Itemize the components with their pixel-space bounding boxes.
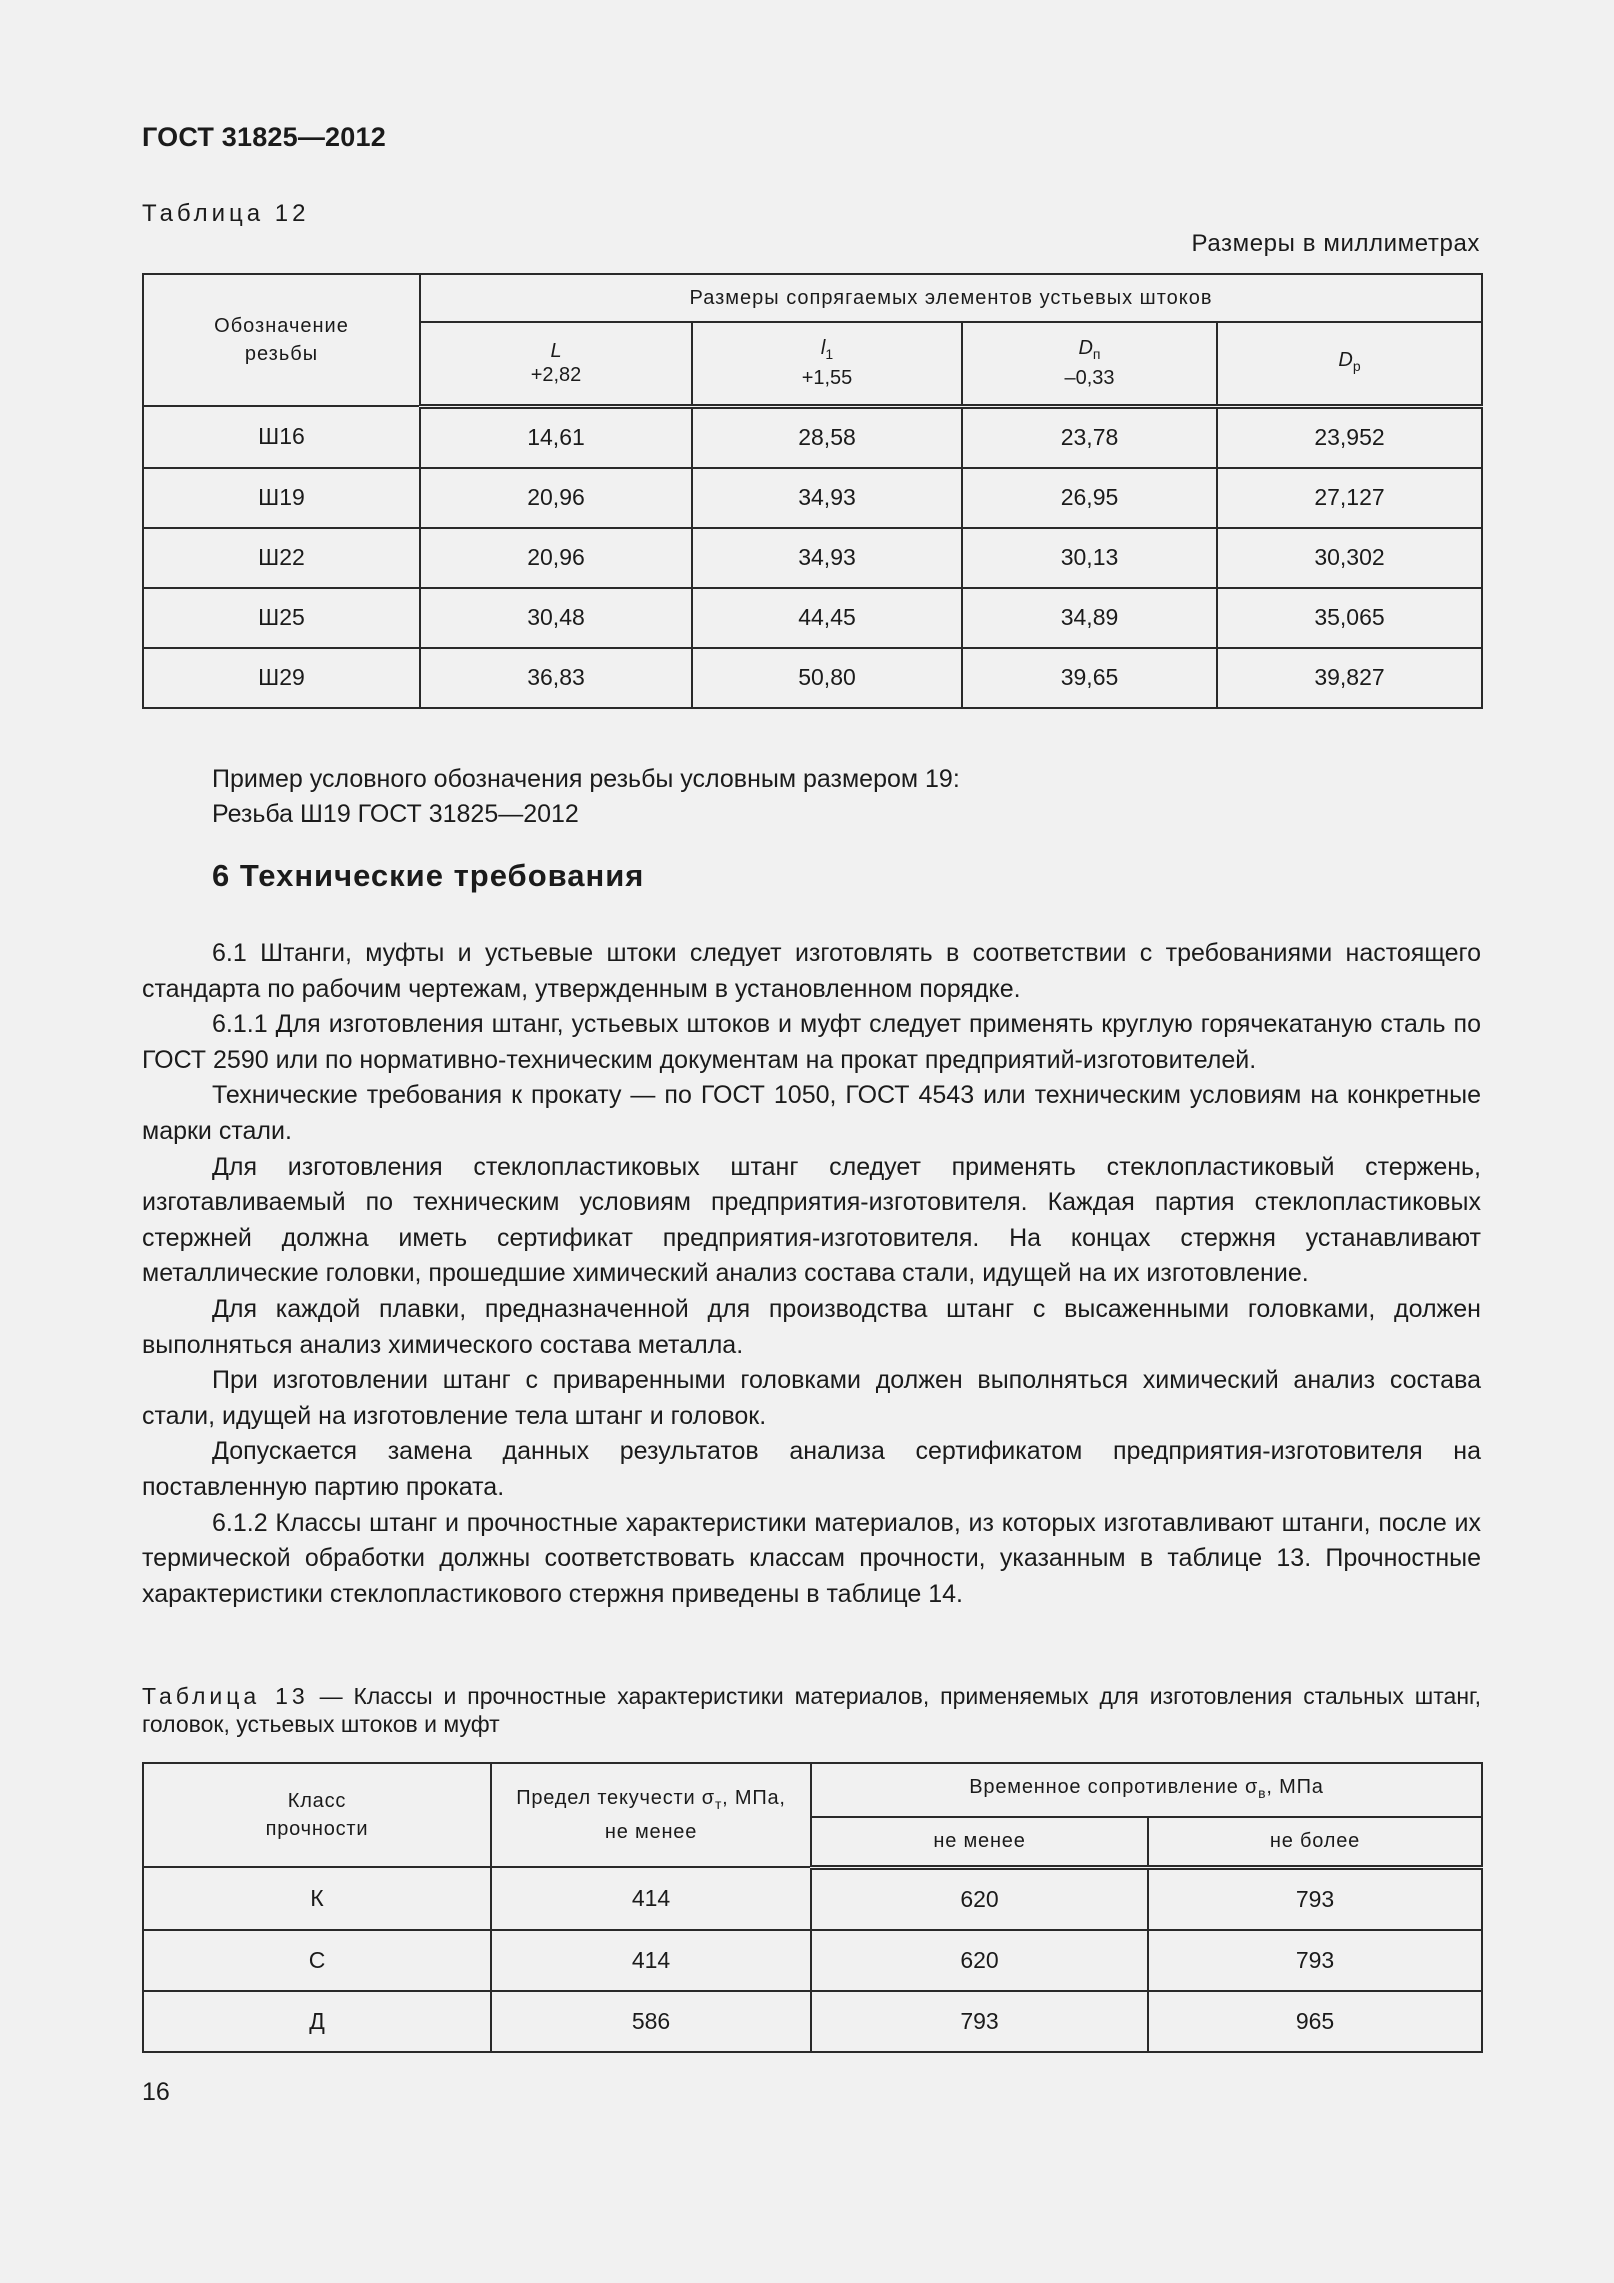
table-row: Д 586 793 965: [143, 1991, 1482, 2052]
section-body: [142, 936, 1481, 1612]
table-row: Ш16 14,61 28,58 23,78 23,952: [143, 406, 1482, 468]
header-col-l1: $l_1$ +1,55: [692, 322, 962, 406]
paragraph: При изготовлении штанг с приваренными головками должен выполняться химический анализ состава стали, идущей на изготовление тела штанг и головок.: [142, 1366, 1481, 1430]
example-line-1: Пример условного обозначения резьбы условным размером 19:: [212, 765, 960, 793]
table-row: Ш25 30,48 44,45 34,89 35,065: [143, 588, 1482, 648]
page-number: 16: [142, 2078, 170, 2106]
header-group: Размеры сопрягаемых элементов устьевых штоков: [420, 274, 1482, 322]
table-row: К 414 620 793: [143, 1867, 1482, 1930]
paragraph: Для изготовления стеклопластиковых штанг следует применять стеклопластиковый стержень, изготавливаемый по техническим условиям предприятия-изготовителя. Каждая партия стеклопластиковых стержней должна иметь сертификат предприятия-изготовителя. На концах стержня устанавливают металлические головки, прошедшие химический анализ состава стали, идущей на их изготовление.: [142, 1152, 1481, 1288]
designation-example: [212, 762, 960, 832]
table-13-caption-label: Таблица 13: [142, 1683, 309, 1709]
table-12-units: Размеры в миллиметрах: [1191, 230, 1480, 257]
example-line-2: Резьба Ш19 ГОСТ 31825—2012: [212, 800, 579, 828]
header-tensile: Временное сопротивление $\sigma_в$, МПа: [811, 1763, 1482, 1817]
table-13-caption: [142, 1682, 1481, 1738]
table-12: [142, 273, 1483, 709]
table-row: Ш22 20,96 34,93 30,13 30,302: [143, 528, 1482, 588]
table-12-caption: Таблица 12: [142, 200, 310, 227]
table-row: Ш19 20,96 34,93 26,95 27,127: [143, 468, 1482, 528]
table-13: [142, 1762, 1483, 2053]
header-class: Класс прочности: [143, 1763, 491, 1867]
section-title: 6 Технические требования: [212, 858, 645, 893]
header-col-Dn: $D_п$ –0,33: [962, 322, 1217, 406]
table-row: С 414 620 793: [143, 1930, 1482, 1991]
paragraph: 6.1.1 Для изготовления штанг, устьевых штоков и муфт следует применять круглую горячекатаную сталь по ГОСТ 2590 или по нормативно-техническим документам на прокат предприятий-изготовителей.: [142, 1010, 1481, 1074]
paragraph: Для каждой плавки, предназначенной для производства штанг с высаженными головками, должен выполняться анализ химического состава металла.: [142, 1294, 1481, 1359]
header-col-Dp: $D_р$: [1217, 322, 1482, 406]
paragraph: Допускается замена данных результатов анализа сертификатом предприятия-изготовителя на поставленную партию проката.: [142, 1437, 1481, 1501]
header-yield: Предел текучести $\sigma_т$, МПа, не менее: [491, 1763, 811, 1867]
document-code: ГОСТ 31825—2012: [142, 122, 386, 152]
table-row: Ш29 36,83 50,80 39,65 39,827: [143, 648, 1482, 708]
header-col-L: L +2,82: [420, 322, 692, 406]
paragraph: Технические требования к прокату — по ГОСТ 1050, ГОСТ 4543 или техническим условиям на конкретные марки стали.: [142, 1081, 1481, 1145]
paragraph: 6.1.2 Классы штанг и прочностные характеристики материалов, из которых изготавливают штанги, после их термической обработки должны соответствовать классам прочности, указанным в таблице 13. Прочностные характеристики стеклопластикового стержня приведены в таблице 14.: [142, 1508, 1481, 1608]
header-min: не менее: [811, 1817, 1148, 1867]
header-designation: Обозначение резьбы: [143, 274, 420, 406]
table-13-caption-text: — Классы и прочностные характеристики материалов, применяемых для изготовления стальных штанг, головок, устьевых штоков и муфт: [142, 1683, 1481, 1737]
paragraph: 6.1 Штанги, муфты и устьевые штоки следует изготовлять в соответствии с требованиями настоящего стандарта по рабочим чертежам, утвержденным в установленном порядке.: [142, 939, 1481, 1003]
header-max: не более: [1148, 1817, 1482, 1867]
